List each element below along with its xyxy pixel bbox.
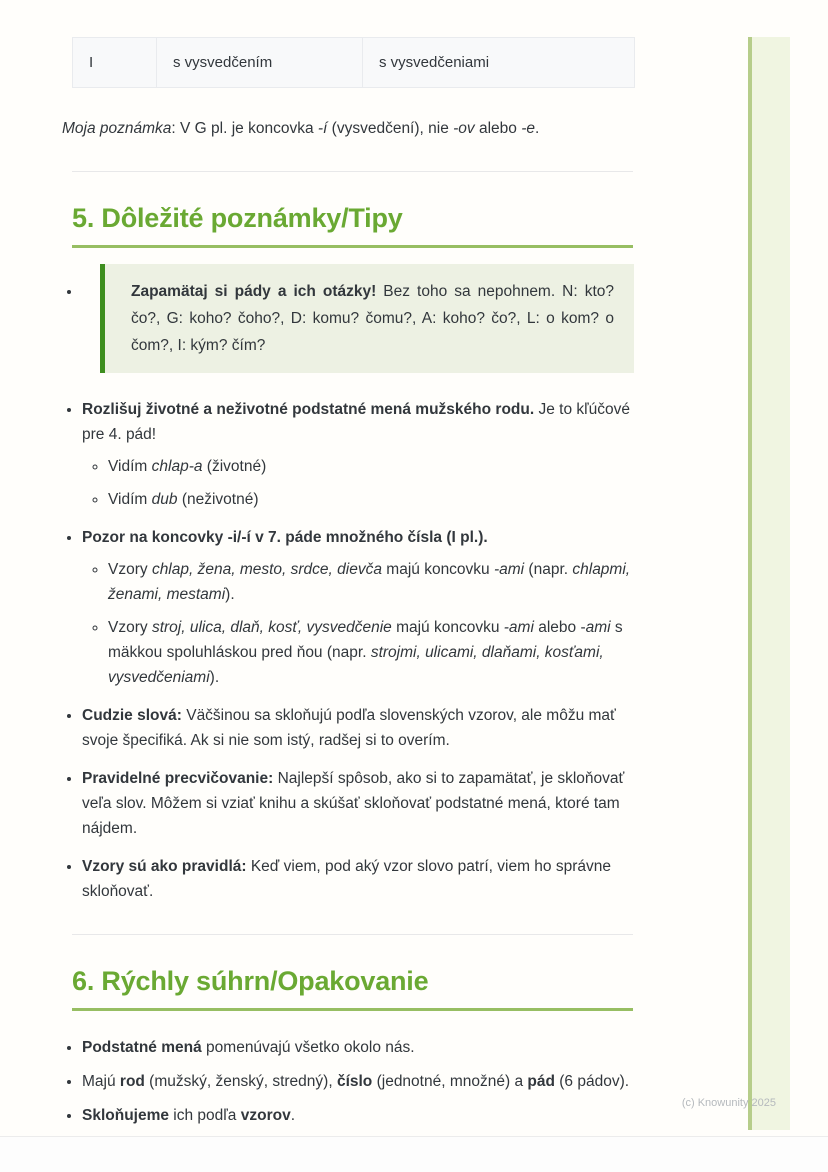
section-6-heading: 6. Rýchly súhrn/Opakovanie [72,965,633,1011]
example-sublist [82,557,634,690]
copyright-watermark: (c) Knowunity 2025 [681,1097,776,1109]
callout-box [100,264,634,373]
tip-text: Rozlišuj životné a neživotné podstatné mená mužského rodu. Je to kľúčové pre 4. pád! [82,401,631,443]
example-sublist [82,454,634,512]
section-divider [72,934,633,935]
callout-item [82,264,634,373]
example-item: ◦ Vidím chlap-a (životné) [108,454,634,479]
table-cell-plural: s vysvedčeniami [363,38,635,88]
section-5-heading: 5. Dôležité poznámky/Tipy [72,202,633,248]
tip-item-animate [82,397,634,512]
page-edge-strip [748,37,790,1130]
tips-list [62,264,634,904]
note-text: Moja poznámka: V G pl. je koncovka -í (vysvedčení), nie -ov alebo -e. [62,120,540,137]
declension-table [72,37,635,88]
summary-item-declension: • Skloňujeme ich podľa vzorov. [82,1103,634,1128]
example-item: ◦ Vzory chlap, žena, mesto, srdce, dievča majú koncovku -ami (napr. chlapmi, ženami, mestami). [108,557,634,607]
tip-item-patterns: • Vzory sú ako pravidlá: Keď viem, pod aký vzor slovo patrí, viem ho správne skloňovať. [82,854,634,904]
summary-list [62,1035,634,1128]
document-content [62,0,634,1137]
tip-text: Pozor na koncovky -i/-í v 7. páde množného čísla (I pl.). [82,529,488,546]
tip-item-endings [82,525,634,690]
tip-item-practice: • Pravidelné precvičovanie: Najlepší spôsob, ako si to zapamätať, je skloňovať veľa slov. Môžem si vziať knihu a skúšať skloňovať podstatné mená, ktoré tam nájdem. [82,766,634,841]
example-item: ◦ Vidím dub (neživotné) [108,487,634,512]
table-cell-case: I [73,38,157,88]
table-cell-singular: s vysvedčením [157,38,363,88]
callout-text: Zapamätaj si pády a ich otázky! Bez toho sa nepohnem. N: kto? čo?, G: koho? čoho?, D: komu? čomu?, A: koho? čo?, L: o kom? o čom?, I: kým? čím? [131,283,614,354]
section-divider [72,171,633,172]
table-row [73,38,635,88]
example-item: ◦ Vzory stroj, ulica, dlaň, kosť, vysvedčenie majú koncovku -ami alebo -ami s mäkkou spoluhláskou pred ňou (napr. strojmi, ulicami, dlaňami, kosťami, vysvedčeniami). [108,615,634,690]
summary-item-gender-number-case: • Majú rod (mužský, ženský, stredný), číslo (jednotné, množné) a pád (6 pádov). [82,1069,634,1094]
tip-item-foreign-words: • Cudzie slová: Väčšinou sa skloňujú podľa slovenských vzorov, ale môžu mať svoje špecifiká. Ak si nie som istý, radšej si to overím. [82,703,634,753]
summary-item-nouns: • Podstatné mená pomenúvajú všetko okolo nás. [82,1035,634,1060]
page-bottom-edge [0,1136,828,1172]
